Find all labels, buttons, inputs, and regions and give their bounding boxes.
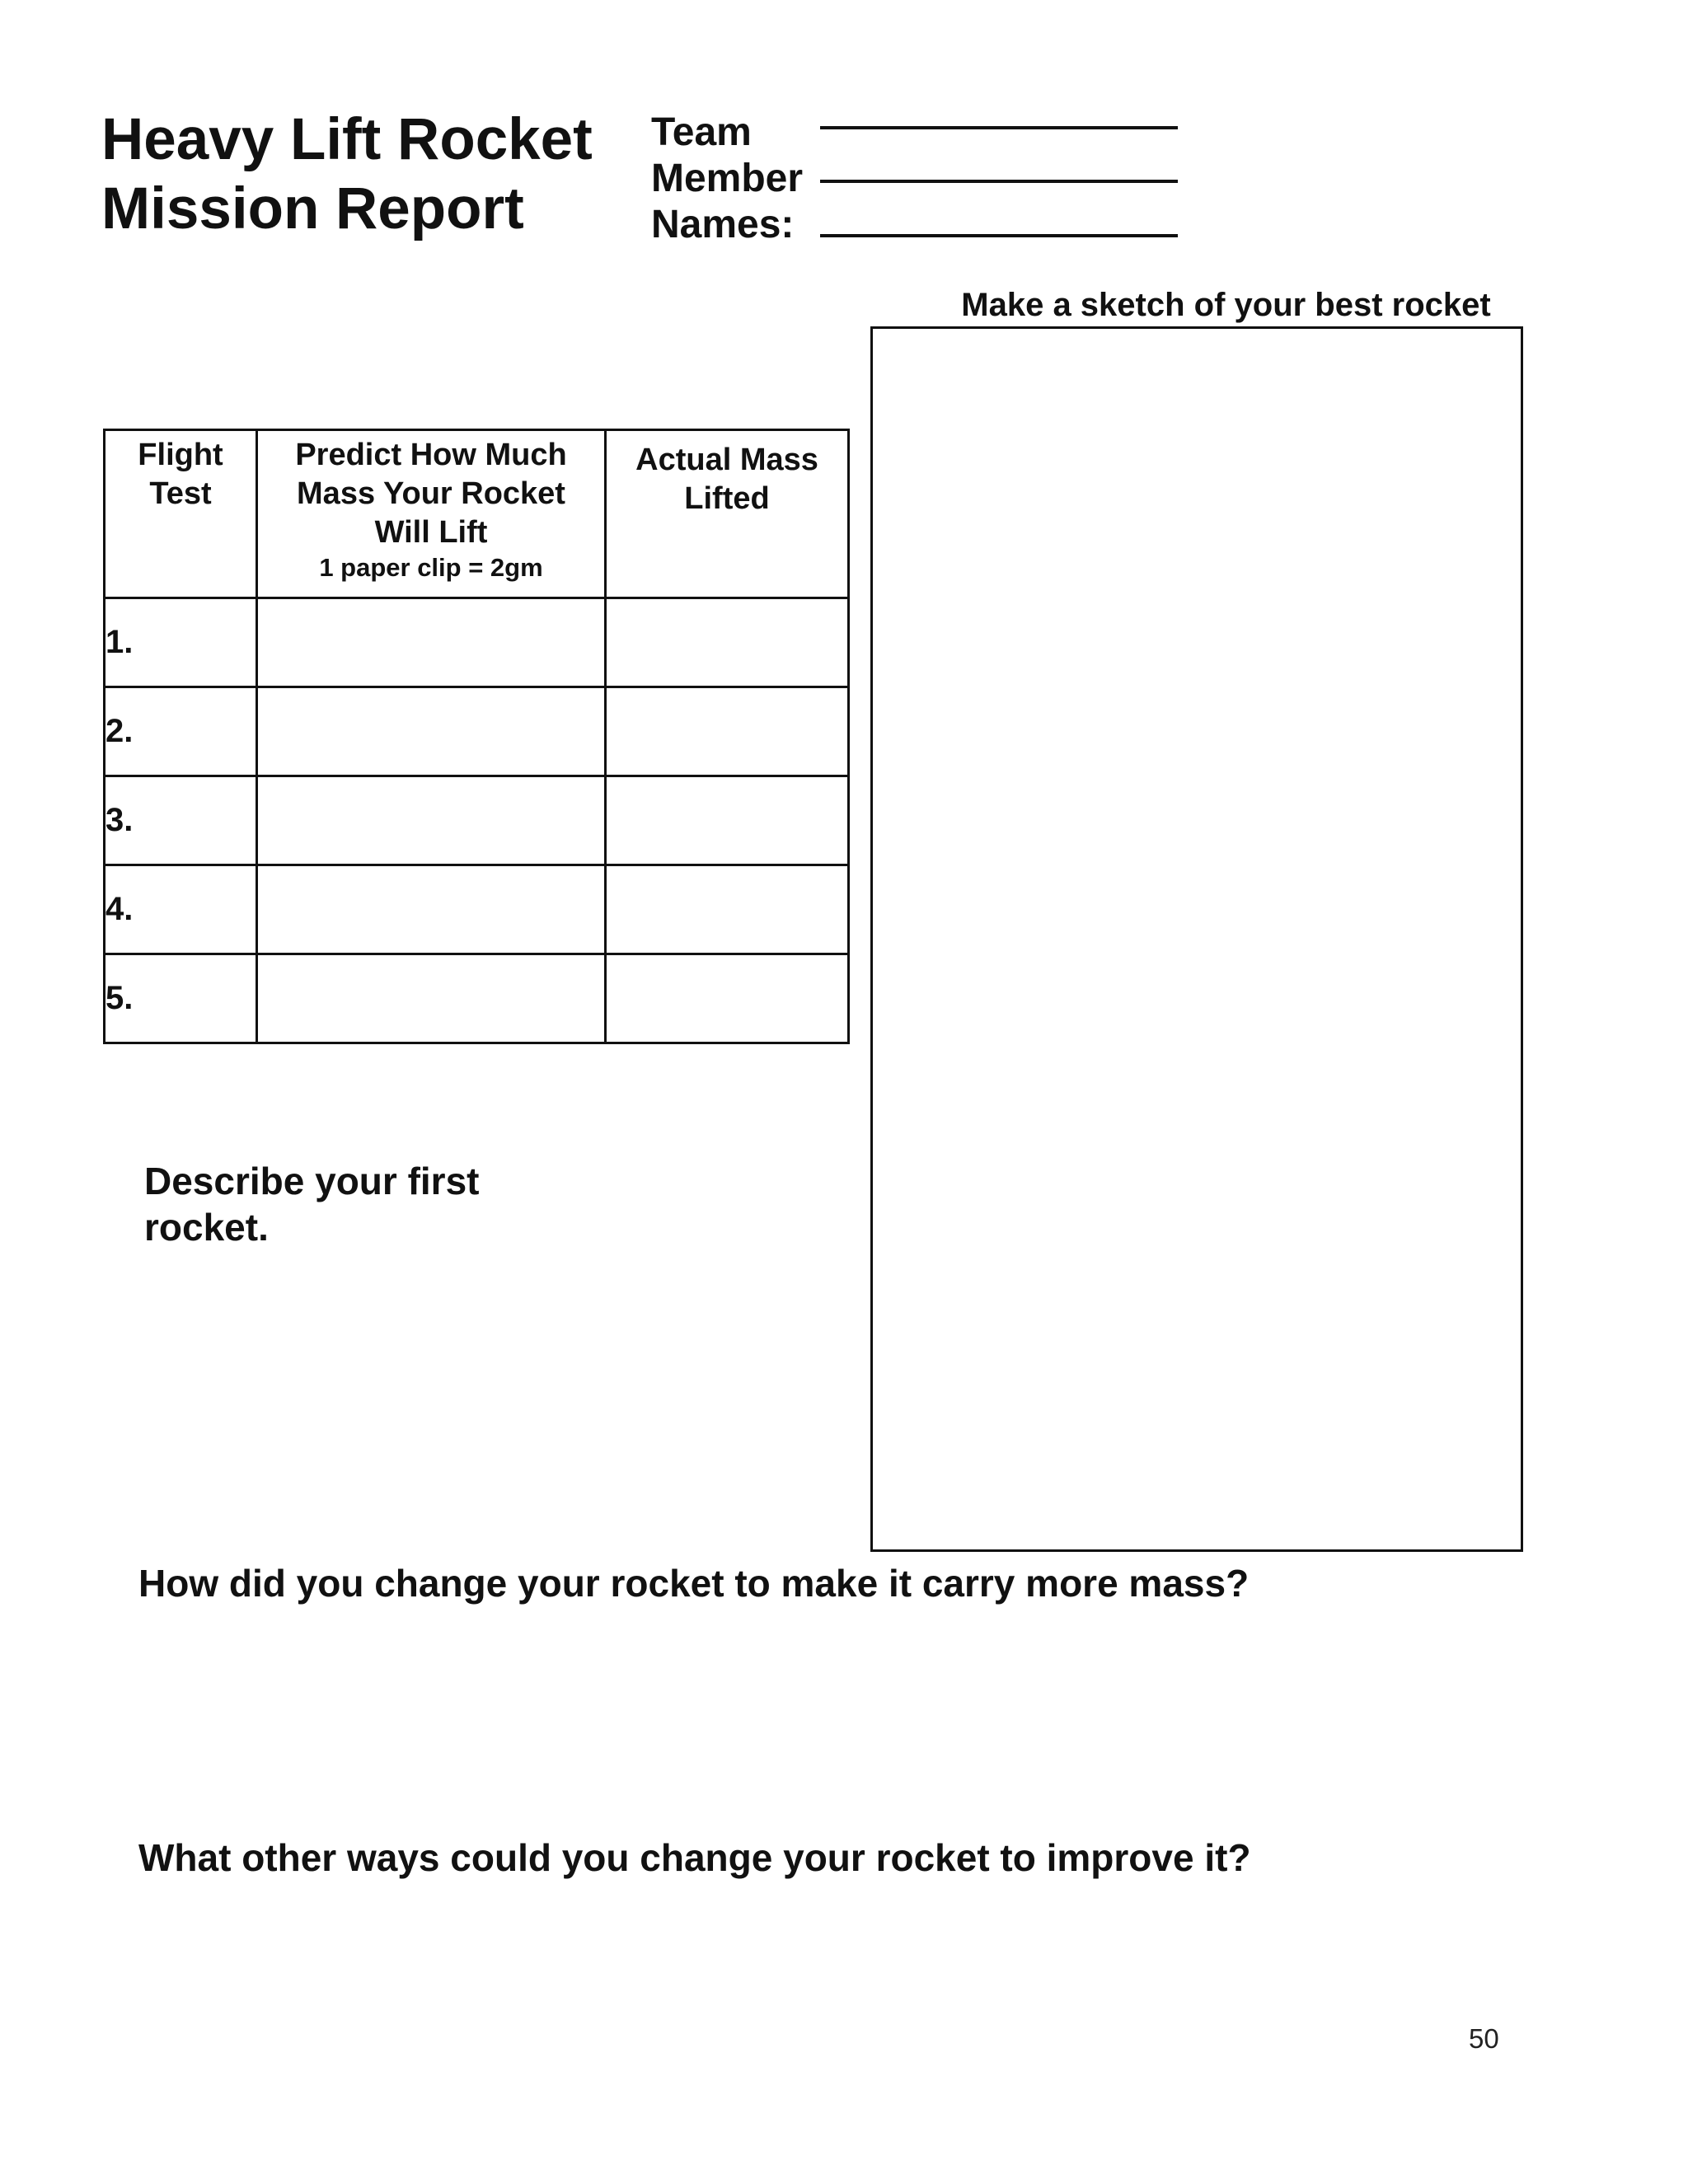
row-number: 5. [105,954,257,1043]
actual-cell[interactable] [606,687,849,776]
header-predict-line-3: Will Lift [374,515,488,550]
predict-cell[interactable] [257,598,606,687]
sketch-box[interactable] [870,326,1523,1552]
team-name-line-1[interactable] [820,126,1178,129]
table-row [105,776,849,865]
team-name-line-2[interactable] [820,180,1178,183]
team-label-line-3: Names: [651,203,795,246]
table-row [105,954,849,1043]
header-actual-line-2: Lifted [684,481,770,516]
team-names-label [651,110,803,248]
header-flight-test-line-2: Test [149,476,212,511]
row-number: 2. [105,687,257,776]
paper-clip-note: 1 paper clip = 2gm [319,553,543,582]
actual-cell[interactable] [606,776,849,865]
header-flight-test [105,430,257,598]
row-number: 1. [105,598,257,687]
predict-cell[interactable] [257,776,606,865]
team-label-line-2: Member [651,157,804,200]
team-name-line-3[interactable] [820,234,1178,237]
table-header-row [105,430,849,598]
title-line-2: Mission Report [101,176,524,241]
flight-test-table [103,429,850,1044]
table-row [105,598,849,687]
predict-cell[interactable] [257,954,606,1043]
actual-cell[interactable] [606,954,849,1043]
describe-line-1: Describe your first [144,1160,480,1202]
row-number: 3. [105,776,257,865]
header-flight-test-line-1: Flight [138,438,223,472]
predict-cell[interactable] [257,865,606,954]
sketch-heading: Make a sketch of your best rocket [961,287,1491,323]
actual-cell[interactable] [606,598,849,687]
describe-line-2: rocket. [144,1206,269,1249]
table-row [105,865,849,954]
header-predict-mass [257,430,606,598]
header-predict-line-1: Predict How Much [295,438,567,472]
page-number: 50 [1469,2023,1499,2054]
header-actual-line-1: Actual Mass [635,443,818,477]
predict-cell[interactable] [257,687,606,776]
describe-first-rocket-prompt [144,1158,573,1250]
table-row [105,687,849,776]
actual-cell[interactable] [606,865,849,954]
question-change-rocket: How did you change your rocket to make it carry more mass? [138,1562,1250,1605]
row-number: 4. [105,865,257,954]
header-predict-line-2: Mass Your Rocket [297,476,565,511]
team-label-line-1: Team [651,110,752,154]
question-improve-rocket: What other ways could you change your rocket to improve it? [138,1836,1251,1879]
page-title [101,105,593,244]
header-actual-mass [606,430,849,598]
title-line-1: Heavy Lift Rocket [101,107,593,172]
